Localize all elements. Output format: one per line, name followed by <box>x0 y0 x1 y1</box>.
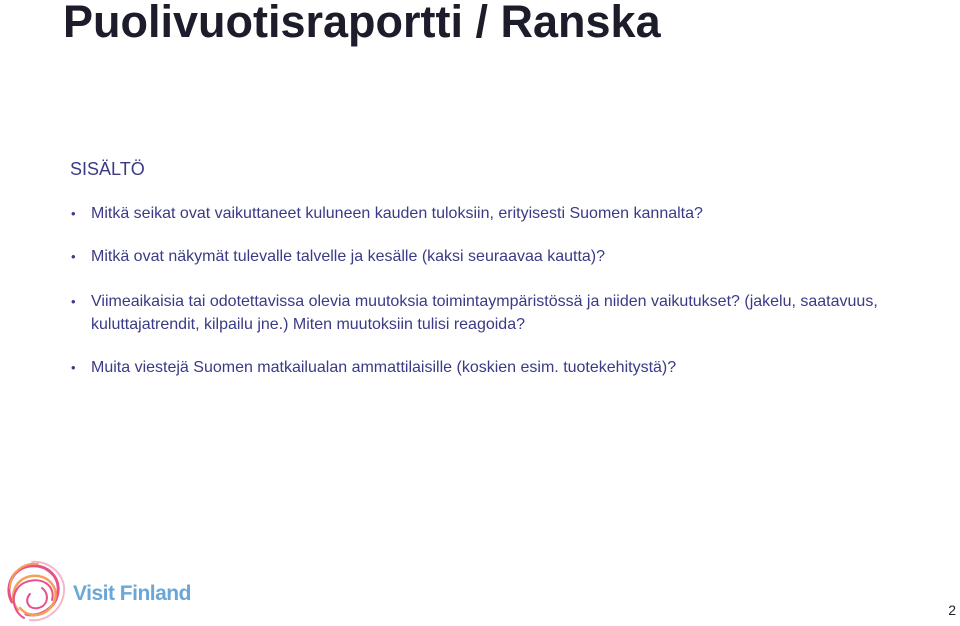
bullet-marker: • <box>71 249 76 264</box>
visit-finland-swirl-logo-icon <box>2 558 70 624</box>
bullet-marker: • <box>71 206 76 221</box>
bullet-item <box>70 291 930 336</box>
bullet-text: Viimeaikaisia tai odotettavissa olevia muutoksia toimintaympäristössä ja niiden vaikutukset? (jakelu, saatavuus, kuluttajatrendit, kilpailu jne.) Miten muutoksiin tulisi reagoida? <box>91 293 878 333</box>
logo-wordmark: Visit Finland <box>73 582 191 605</box>
bullet-marker: • <box>71 294 76 309</box>
bullet-text: Mitkä seikat ovat vaikuttaneet kuluneen kauden tuloksiin, erityisesti Suomen kannalta? <box>91 205 703 222</box>
bullet-marker: • <box>71 360 76 375</box>
bullet-item <box>70 203 930 226</box>
bullet-item <box>70 246 930 269</box>
visit-finland-logo <box>2 558 202 624</box>
slide-title: Puolivuotisraportti / Ranska <box>63 0 661 47</box>
page-number: 2 <box>948 602 956 618</box>
bullet-item <box>70 357 930 380</box>
section-heading: SISÄLTÖ <box>70 159 145 179</box>
bullet-text: Mitkä ovat näkymät tulevalle talvelle ja kesälle (kaksi seuraavaa kautta)? <box>91 248 606 265</box>
bullet-text: Muita viestejä Suomen matkailualan ammattilaisille (koskien esim. tuotekehitystä)? <box>91 359 677 376</box>
